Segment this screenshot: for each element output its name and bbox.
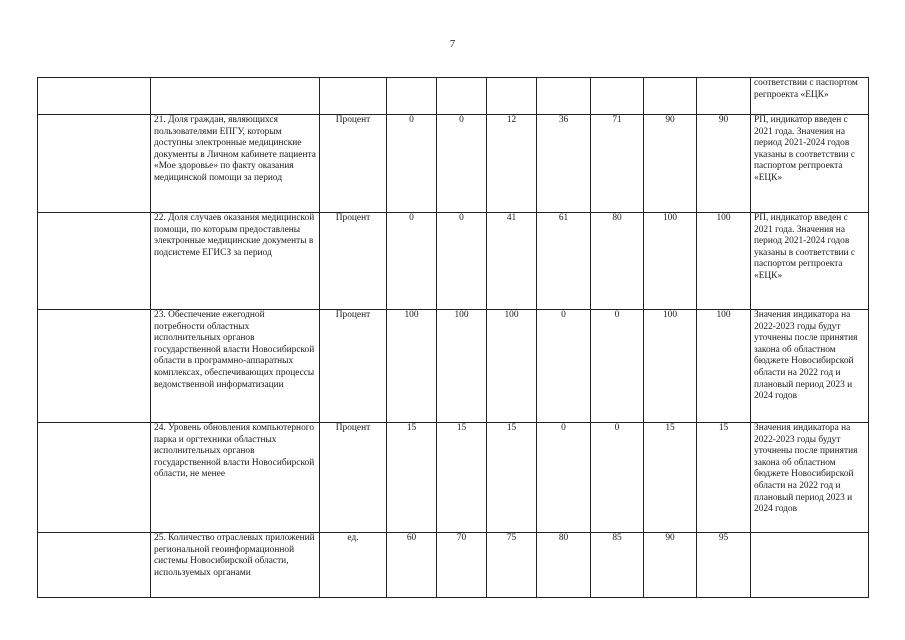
table-cell <box>387 78 437 115</box>
value-cell: 0 <box>437 213 487 310</box>
page-number: 7 <box>449 38 456 50</box>
table-cell <box>38 533 151 598</box>
value-cell: 15 <box>387 423 437 533</box>
unit-cell: Процент <box>320 213 387 310</box>
table-row <box>38 310 869 423</box>
value-cell: 15 <box>487 423 537 533</box>
indicator-name-cell: 22. Доля случаев оказания медицинской помощи, по которым предоставлены электронные медицинские документы в подсистеме ЕГИСЗ за период <box>151 213 320 310</box>
table-cell <box>644 78 697 115</box>
value-cell: 100 <box>697 213 751 310</box>
value-cell: 100 <box>487 310 537 423</box>
value-cell: 70 <box>437 533 487 598</box>
note-cell: РП, индикатор введен с 2021 года. Значения на период 2021-2024 годов указаны в соответствии с паспортом регпроекта «ЕЦК» <box>751 115 869 213</box>
table-cell <box>38 115 151 213</box>
table-row <box>38 533 869 598</box>
unit-cell: Процент <box>320 423 387 533</box>
table-row <box>38 423 869 533</box>
value-cell: 90 <box>697 115 751 213</box>
indicator-name-cell: 24. Уровень обновления компьютерного парка и оргтехники областных исполнительных органов государственной власти Новосибирской области, не менее <box>151 423 320 533</box>
value-cell: 36 <box>537 115 591 213</box>
note-cell: Значения индикатора на 2022-2023 годы будут уточнены после принятия закона об областном бюджете Новосибирской области на 2022 год и плановый период 2023 и 2024 годов <box>751 310 869 423</box>
unit-cell: ед. <box>320 533 387 598</box>
value-cell: 0 <box>387 115 437 213</box>
table-cell <box>697 78 751 115</box>
table-cell <box>151 78 320 115</box>
value-cell: 80 <box>591 213 644 310</box>
value-cell: 0 <box>591 423 644 533</box>
table-cell <box>38 78 151 115</box>
value-cell: 15 <box>437 423 487 533</box>
value-cell: 100 <box>644 213 697 310</box>
note-cell: соответствии с паспортом регпроекта «ЕЦК» <box>751 78 869 115</box>
value-cell: 0 <box>537 310 591 423</box>
value-cell: 100 <box>387 310 437 423</box>
table-cell <box>487 78 537 115</box>
value-cell: 71 <box>591 115 644 213</box>
table-row <box>38 213 869 310</box>
table-cell <box>591 78 644 115</box>
value-cell: 75 <box>487 533 537 598</box>
table-cell <box>537 78 591 115</box>
value-cell: 61 <box>537 213 591 310</box>
value-cell: 41 <box>487 213 537 310</box>
unit-cell: Процент <box>320 115 387 213</box>
unit-cell: Процент <box>320 310 387 423</box>
note-cell: РП, индикатор введен с 2021 года. Значения на период 2021-2024 годов указаны в соответствии с паспортом регпроекта «ЕЦК» <box>751 213 869 310</box>
value-cell: 15 <box>697 423 751 533</box>
table-cell <box>38 423 151 533</box>
value-cell: 0 <box>437 115 487 213</box>
value-cell: 0 <box>387 213 437 310</box>
value-cell: 85 <box>591 533 644 598</box>
value-cell: 95 <box>697 533 751 598</box>
value-cell: 100 <box>437 310 487 423</box>
value-cell: 0 <box>537 423 591 533</box>
value-cell: 60 <box>387 533 437 598</box>
value-cell: 100 <box>644 310 697 423</box>
value-cell: 80 <box>537 533 591 598</box>
indicator-name-cell: 23. Обеспечение ежегодной потребности областных исполнительных органов государственной власти Новосибирской области в программно-аппаратных комплексах, обеспечивающих процессы ведомственной информатизации <box>151 310 320 423</box>
value-cell: 90 <box>644 533 697 598</box>
table-row <box>38 115 869 213</box>
note-cell: Значения индикатора на 2022-2023 годы будут уточнены после принятия закона об областном бюджете Новосибирской области на 2022 год и плановый период 2023 и 2024 годов <box>751 423 869 533</box>
value-cell: 90 <box>644 115 697 213</box>
value-cell: 12 <box>487 115 537 213</box>
table-cell <box>437 78 487 115</box>
table-cell <box>38 213 151 310</box>
table-cell <box>320 78 387 115</box>
note-cell <box>751 533 869 598</box>
table-cell <box>38 310 151 423</box>
indicator-name-cell: 21. Доля граждан, являющихся пользователями ЕПГУ, которым доступны электронные медицинские документы в Личном кабинете пациента «Мое здоровье» по факту оказания медицинской помощи за период <box>151 115 320 213</box>
value-cell: 0 <box>591 310 644 423</box>
table-row <box>38 78 869 115</box>
indicator-table <box>37 77 869 598</box>
indicator-name-cell: 25. Количество отраслевых приложений региональной геоинформационной системы Новосибирской области, используемых органами <box>151 533 320 598</box>
value-cell: 100 <box>697 310 751 423</box>
value-cell: 15 <box>644 423 697 533</box>
